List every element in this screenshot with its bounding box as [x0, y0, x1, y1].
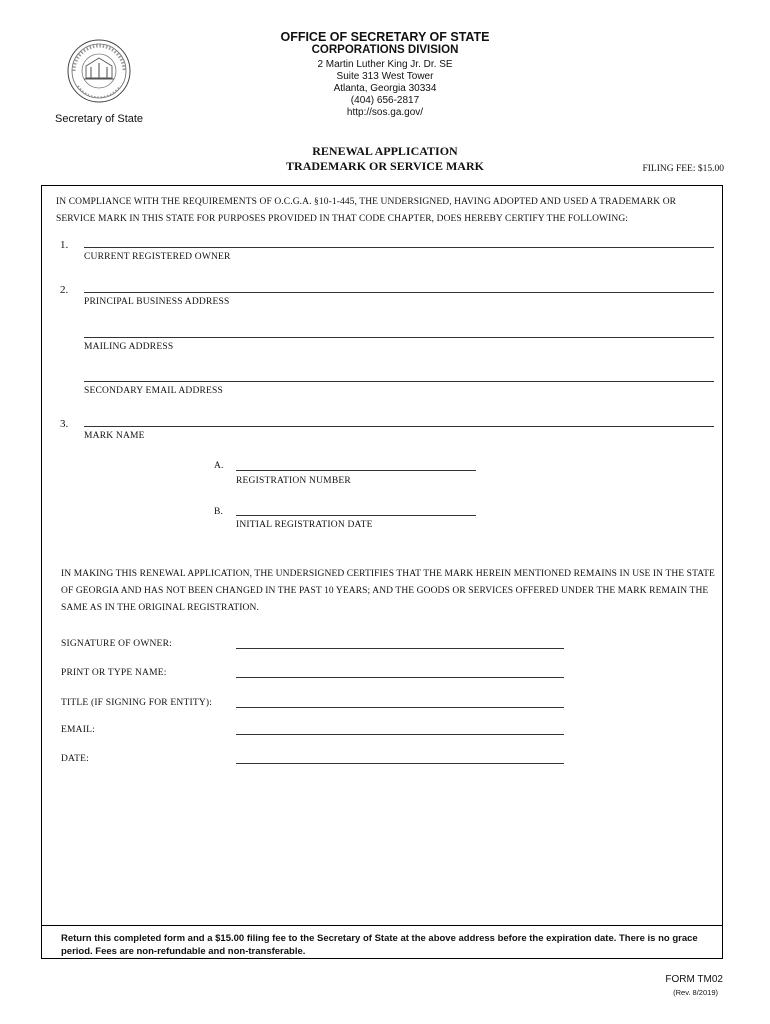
seal-caption: Secretary of State [55, 113, 144, 125]
mark-name-label: MARK NAME [84, 431, 145, 441]
initial-registration-date-label: INITIAL REGISTRATION DATE [236, 520, 373, 530]
form-number: FORM TM02 [665, 974, 723, 985]
sub-item-a: A. [214, 461, 224, 471]
email-label: EMAIL: [61, 725, 95, 735]
secondary-email-field[interactable] [84, 381, 714, 382]
address-line-website[interactable]: http://sos.ga.gov/ [346, 107, 424, 118]
form-subtitle: TRADEMARK OR SERVICE MARK [286, 159, 484, 173]
initial-registration-date-field[interactable] [236, 515, 476, 516]
compliance-statement: IN COMPLIANCE WITH THE REQUIREMENTS OF O.C.G.A. §10-1-445, THE UNDERSIGNED, HAVING ADOPTED AND USED A TRADEMARK OR SERVICE MARK IN THIS STATE FOR PURPOSES PROVIDED IN THAT CODE CHAPTER, DOES HEREBY CERTIFY THE FOLLOWING: [56, 197, 677, 224]
address-line-phone: (404) 656-2817 [350, 95, 420, 106]
secondary-email-label: SECONDARY EMAIL ADDRESS [84, 386, 224, 396]
address-line-suite: Suite 313 West Tower [336, 71, 434, 82]
return-notice: Return this completed form and a $15.00 filing fee to the Secretary of State at the above address before the expiration date. There is no grace period. Fees are non-refundable and non-transferable. [61, 933, 698, 957]
form-title: RENEWAL APPLICATION [312, 144, 458, 158]
print-name-field[interactable] [236, 677, 564, 678]
signature-label: SIGNATURE OF OWNER: [61, 639, 172, 649]
print-name-label: PRINT OR TYPE NAME: [61, 668, 167, 678]
division-name: CORPORATIONS DIVISION [311, 44, 459, 56]
signature-field[interactable] [236, 648, 564, 649]
date-label: DATE: [61, 754, 89, 764]
email-field[interactable] [236, 734, 564, 735]
address-line-street: 2 Martin Luther King Jr. Dr. SE [317, 59, 453, 70]
current-owner-label: CURRENT REGISTERED OWNER [84, 252, 231, 262]
item-number-2: 2. [60, 284, 69, 296]
mark-name-field[interactable] [84, 426, 714, 427]
mailing-address-label: MAILING ADDRESS [84, 342, 174, 352]
filing-fee: FILING FEE: $15.00 [642, 164, 724, 174]
office-name: OFFICE OF SECRETARY OF STATE [280, 30, 490, 44]
georgia-state-seal-icon [64, 38, 134, 104]
registration-number-label: REGISTRATION NUMBER [236, 476, 351, 486]
title-label: TITLE (IF SIGNING FOR ENTITY): [61, 698, 213, 708]
certification-statement: IN MAKING THIS RENEWAL APPLICATION, THE UNDERSIGNED CERTIFIES THAT THE MARK HEREIN MENTIONED REMAINS IN USE IN THE STATE OF GEORGIA AND HAS NOT BEEN CHANGED IN THE PAST 10 YEARS; AND THE GOODS OR SERVICES OFFERED UNDER THE MARK REMAIN THE SAME AS IN THE ORIGINAL REGISTRATION. [61, 569, 715, 613]
form-revision: (Rev. 8/2019) [673, 988, 718, 997]
principal-address-field[interactable] [84, 292, 714, 293]
date-field[interactable] [236, 763, 564, 764]
item-number-1: 1. [60, 239, 69, 251]
sub-item-b: B. [214, 507, 224, 517]
principal-address-label: PRINCIPAL BUSINESS ADDRESS [84, 297, 230, 307]
registration-number-field[interactable] [236, 470, 476, 471]
current-owner-field[interactable] [84, 247, 714, 248]
item-number-3: 3. [60, 418, 69, 430]
mailing-address-field[interactable] [84, 337, 714, 338]
title-field[interactable] [236, 707, 564, 708]
address-line-city: Atlanta, Georgia 30334 [333, 83, 437, 94]
